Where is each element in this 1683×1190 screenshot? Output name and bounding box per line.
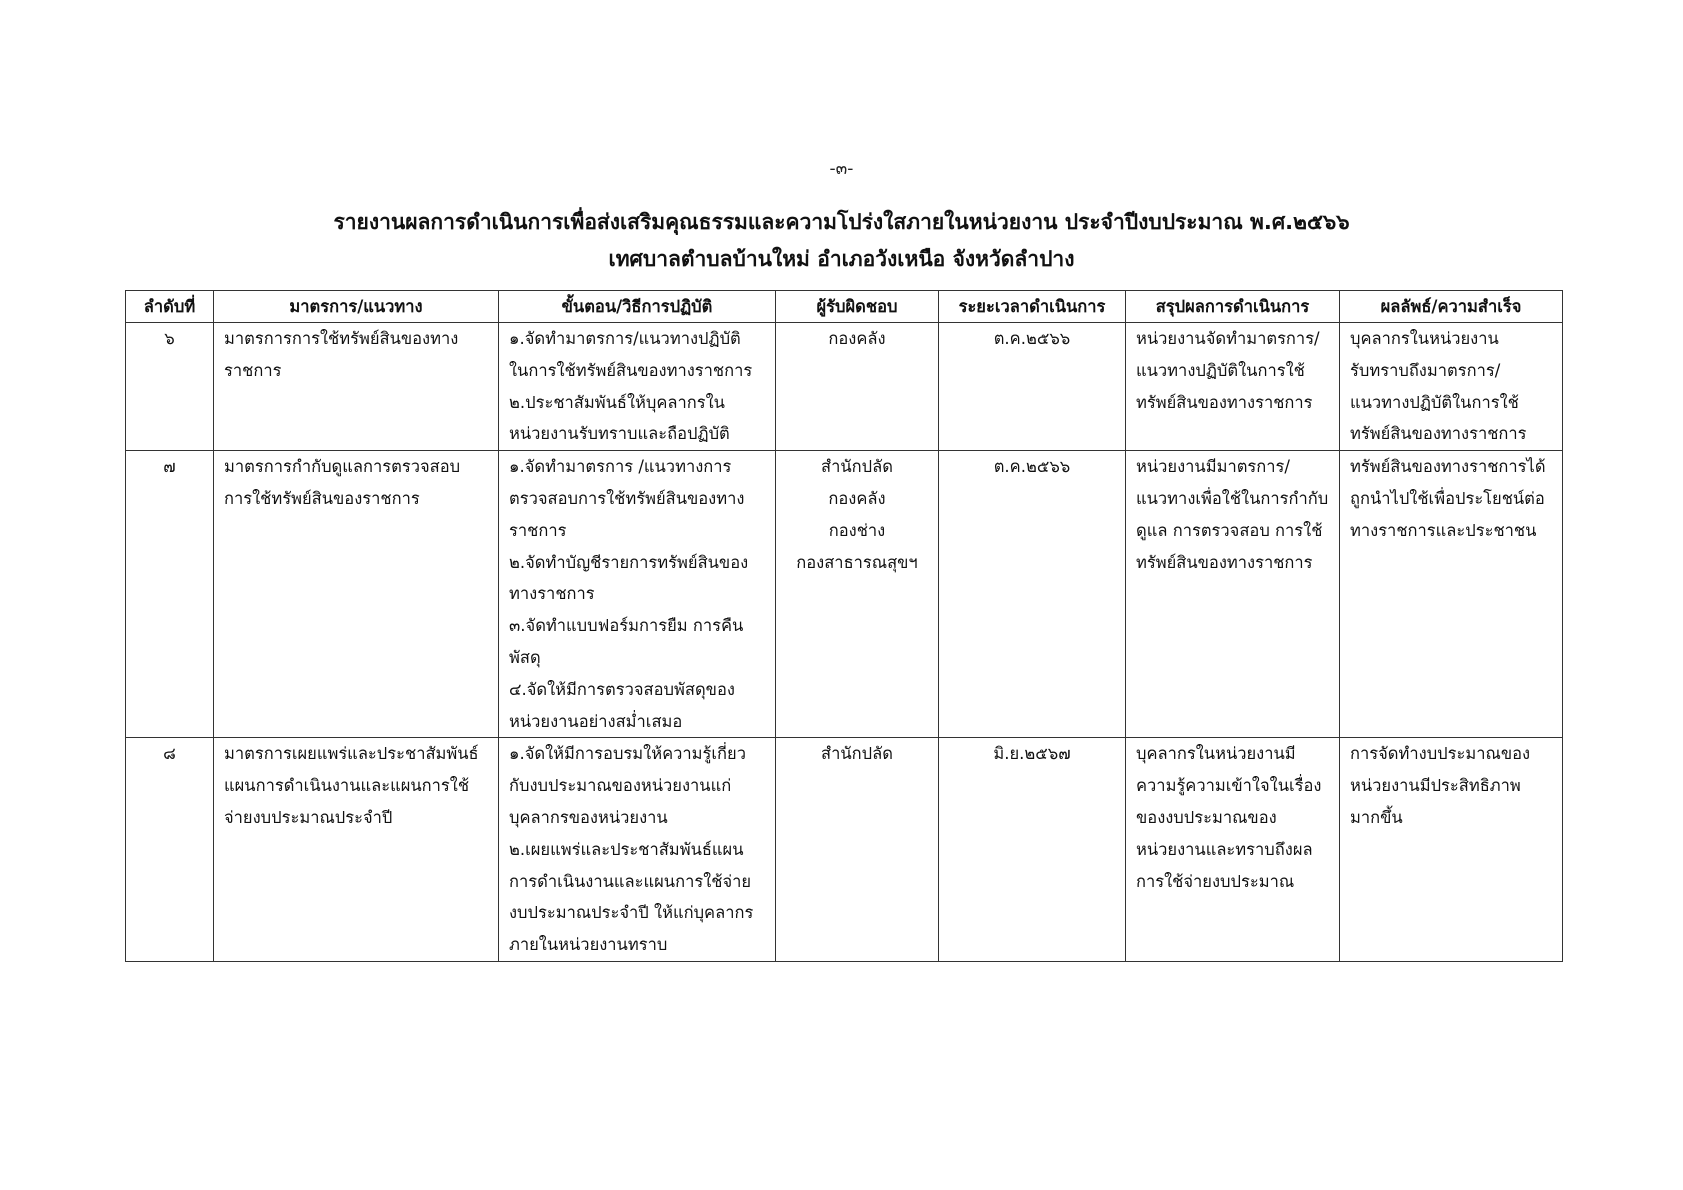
cell-line: ทรัพย์สินของทางราชการได้	[1350, 457, 1546, 477]
cell-result	[1340, 323, 1563, 451]
cell-line: ในการใช้ทรัพย์สินของทางราชการ	[509, 360, 753, 380]
cell-no: ๘	[126, 738, 214, 962]
cell-line: ๑.จัดให้มีการอบรมให้ความรู้เกี่ยว	[509, 744, 746, 764]
cell-line: สำนักปลัด	[821, 457, 893, 477]
cell-line: รับทราบถึงมาตรการ/	[1350, 360, 1501, 380]
header-responsible: ผู้รับผิดชอบ	[776, 291, 939, 323]
cell-line: ๓.จัดทำแบบฟอร์มการยืม การคืน	[509, 616, 744, 636]
cell-no: ๗	[126, 451, 214, 738]
cell-measure	[214, 451, 499, 738]
cell-line: ทางราชการ	[509, 584, 595, 604]
cell-line: บุคลากรในหน่วยงาน	[1350, 329, 1499, 348]
cell-period: มิ.ย.๒๕๖๗	[939, 738, 1126, 962]
header-no: ลำดับที่	[126, 291, 214, 323]
cell-line: กองช่าง	[828, 520, 886, 540]
cell-line: กองคลัง	[828, 329, 886, 348]
cell-line: การดำเนินงานและแผนการใช้จ่าย	[509, 871, 752, 891]
cell-responsible	[776, 738, 939, 962]
cell-line: ๒.จัดทำบัญชีรายการทรัพย์สินของ	[509, 552, 749, 572]
table-row	[126, 451, 1563, 738]
cell-no: ๖	[126, 323, 214, 451]
cell-responsible	[776, 451, 939, 738]
cell-line: จ่ายงบประมาณประจำปี	[224, 807, 393, 827]
cell-line: ทรัพย์สินของทางราชการ	[1136, 552, 1313, 572]
cell-line: ตรวจสอบการใช้ทรัพย์สินของทาง	[509, 488, 745, 508]
cell-line: มาตรการการใช้ทรัพย์สินของทาง	[224, 329, 459, 348]
cell-line: แนวทางปฏิบัติในการใช้	[1350, 392, 1519, 412]
cell-line: ๔.จัดให้มีการตรวจสอบพัสดุของ	[509, 679, 735, 699]
table-header-row	[126, 291, 1563, 323]
cell-line: งบประมาณประจำปี ให้แก่บุคลากร	[509, 903, 754, 923]
cell-steps	[499, 451, 776, 738]
cell-measure	[214, 323, 499, 451]
page-number: -๓-	[829, 159, 854, 179]
cell-line: มากขึ้น	[1350, 807, 1403, 827]
cell-period: ต.ค.๒๕๖๖	[939, 451, 1126, 738]
cell-line: กับงบประมาณของหน่วยงานแก่	[509, 776, 732, 796]
cell-summary	[1126, 323, 1340, 451]
report-title: รายงานผลการดำเนินการเพื่อส่งเสริมคุณธรรมและความโปร่งใสภายในหน่วยงาน ประจำปีงบประมาณ พ.ศ.๒๕๖๖	[333, 210, 1350, 234]
cell-line: แนวทางปฏิบัติในการใช้	[1136, 360, 1305, 380]
cell-period: ต.ค.๒๕๖๖	[939, 323, 1126, 451]
cell-line: ๑.จัดทำมาตรการ/แนวทางปฏิบัติ	[509, 329, 741, 348]
header-period: ระยะเวลาดำเนินการ	[939, 291, 1126, 323]
cell-line: ราชการ	[224, 360, 282, 380]
cell-responsible	[776, 323, 939, 451]
cell-line: บุคลากรในหน่วยงานมี	[1136, 744, 1296, 764]
cell-line: หน่วยงานมีมาตรการ/	[1136, 457, 1290, 477]
cell-line: ๒.เผยแพร่และประชาสัมพันธ์แผน	[509, 839, 744, 859]
cell-line: พัสดุ	[509, 647, 541, 667]
cell-line: กองสาธารณสุขฯ	[796, 552, 918, 572]
cell-line: ดูแล การตรวจสอบ การใช้	[1136, 520, 1323, 540]
cell-line: หน่วยงานมีประสิทธิภาพ	[1350, 776, 1521, 796]
cell-line: แนวทางเพื่อใช้ในการกำกับ	[1136, 488, 1329, 508]
cell-line: สำนักปลัด	[821, 744, 893, 764]
cell-line: แผนการดำเนินงานและแผนการใช้	[224, 776, 470, 796]
cell-line: ภายในหน่วยงานทราบ	[509, 935, 668, 955]
report-subtitle: เทศบาลตำบลบ้านใหม่ อำเภอวังเหนือ จังหวัดลำปาง	[608, 247, 1075, 271]
cell-line: ราชการ	[509, 520, 567, 540]
cell-line: ความรู้ความเข้าใจในเรื่อง	[1136, 776, 1322, 796]
cell-line: มาตรการกำกับดูแลการตรวจสอบ	[224, 457, 461, 477]
cell-line: ๒.ประชาสัมพันธ์ให้บุคลากรใน	[509, 392, 725, 412]
cell-line: ทางราชการและประชาชน	[1350, 520, 1537, 540]
cell-summary	[1126, 738, 1340, 962]
cell-line: หน่วยงานและทราบถึงผล	[1136, 839, 1313, 859]
report-table	[125, 290, 1563, 962]
cell-result	[1340, 451, 1563, 738]
header-summary: สรุปผลการดำเนินการ	[1126, 291, 1340, 323]
cell-line: ทรัพย์สินของทางราชการ	[1350, 424, 1527, 444]
cell-line: กองคลัง	[828, 488, 886, 508]
cell-line: หน่วยงานจัดทำมาตรการ/	[1136, 329, 1320, 348]
cell-line: การจัดทำงบประมาณของ	[1350, 744, 1531, 764]
cell-line: มาตรการเผยแพร่และประชาสัมพันธ์	[224, 744, 479, 764]
cell-line: ทรัพย์สินของทางราชการ	[1136, 392, 1313, 412]
header-measure: มาตรการ/แนวทาง	[214, 291, 499, 323]
cell-result	[1340, 738, 1563, 962]
cell-line: ของงบประมาณของ	[1136, 807, 1277, 827]
cell-line: ถูกนำไปใช้เพื่อประโยชน์ต่อ	[1350, 488, 1545, 508]
header-result: ผลลัพธ์/ความสำเร็จ	[1340, 291, 1563, 323]
cell-measure	[214, 738, 499, 962]
cell-line: ๑.จัดทำมาตรการ /แนวทางการ	[509, 457, 732, 477]
cell-steps	[499, 323, 776, 451]
table-row	[126, 323, 1563, 451]
header-steps: ขั้นตอน/วิธีการปฏิบัติ	[499, 291, 776, 323]
table-row	[126, 738, 1563, 962]
cell-line: หน่วยงานรับทราบและถือปฏิบัติ	[509, 424, 730, 444]
cell-line: การใช้ทรัพย์สินของราชการ	[224, 488, 420, 508]
cell-line: การใช้จ่ายงบประมาณ	[1136, 871, 1295, 891]
cell-line: หน่วยงานอย่างสม่ำเสมอ	[509, 711, 683, 731]
cell-steps	[499, 738, 776, 962]
cell-line: บุคลากรของหน่วยงาน	[509, 807, 668, 827]
cell-summary	[1126, 451, 1340, 738]
